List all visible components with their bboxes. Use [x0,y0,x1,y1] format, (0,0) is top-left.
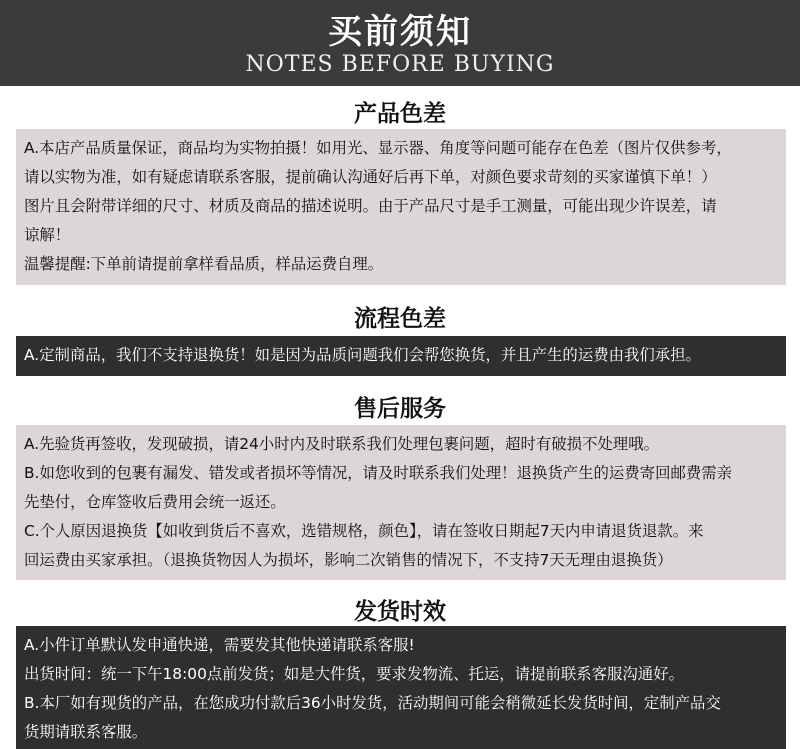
text-line: 图片且会附带详细的尺寸、材质及商品的描述说明。由于产品尺寸是手工测量，可能出现少许误差，请 [24,197,717,215]
page-header [0,0,800,86]
page-subtitle: NOTES BEFORE BUYING [245,52,555,77]
section-title-color-difference: 产品色差 [354,101,446,127]
section-title-shipping-time: 发货时效 [354,599,446,625]
text-line: A.定制商品，我们不支持退换货！如是因为品质问题我们会帮您换货，并且产生的运费由我们承担。 [24,346,701,364]
section-box-color-difference [16,129,786,285]
text-line: 温馨提醒:下单前请提前拿样看品质，样品运费自理。 [24,255,384,273]
section-title-after-sales: 售后服务 [354,396,446,422]
text-line: A.小件订单默认发申通快递，需要发其他快递请联系客服! [24,636,415,654]
text-line: 货期请联系客服。 [24,723,148,741]
text-line: 出货时间：统一下午18:00点前发货；如是大件货，要求发物流、托运，请提前联系客服沟通好。 [24,665,684,683]
text-line: 先垫付，仓库签收后费用会统一返还。 [24,493,286,511]
section-box-shipping-time [16,626,786,749]
section-title-process-difference: 流程色差 [354,306,446,332]
text-line: A.先验货再签收，发现破损，请24小时内及时联系我们处理包裹问题，超时有破损不处理哦。 [24,435,659,453]
page-title: 买前须知 [328,12,472,52]
text-line: A.本店产品质量保证，商品均为实物拍摄！如用光、显示器、角度等问题可能存在色差（图片仅供参考， [24,139,732,157]
text-line: 回运费由买家承担。（退换货物因人为损坏，影响二次销售的情况下，不支持7天无理由退换货） [24,551,673,569]
text-line: 请以实物为准，如有疑虑请联系客服，提前确认沟通好后再下单，对颜色要求苛刻的买家谨慎下单！） [24,168,717,186]
text-line: C.个人原因退换货【如收到货后不喜欢，选错规格，颜色】，请在签收日期起7天内申请退货退款。来 [24,522,704,540]
text-line: 谅解！ [24,226,71,244]
text-line: B.如您收到的包裹有漏发、错发或者损坏等情况，请及时联系我们处理！退换货产生的运费寄回邮费需亲 [24,464,733,482]
section-box-after-sales [16,425,786,580]
text-line: B.本厂如有现货的产品，在您成功付款后36小时发货，活动期间可能会稍微延长发货时间，定制产品交 [24,694,721,712]
section-box-process-difference [16,336,786,376]
